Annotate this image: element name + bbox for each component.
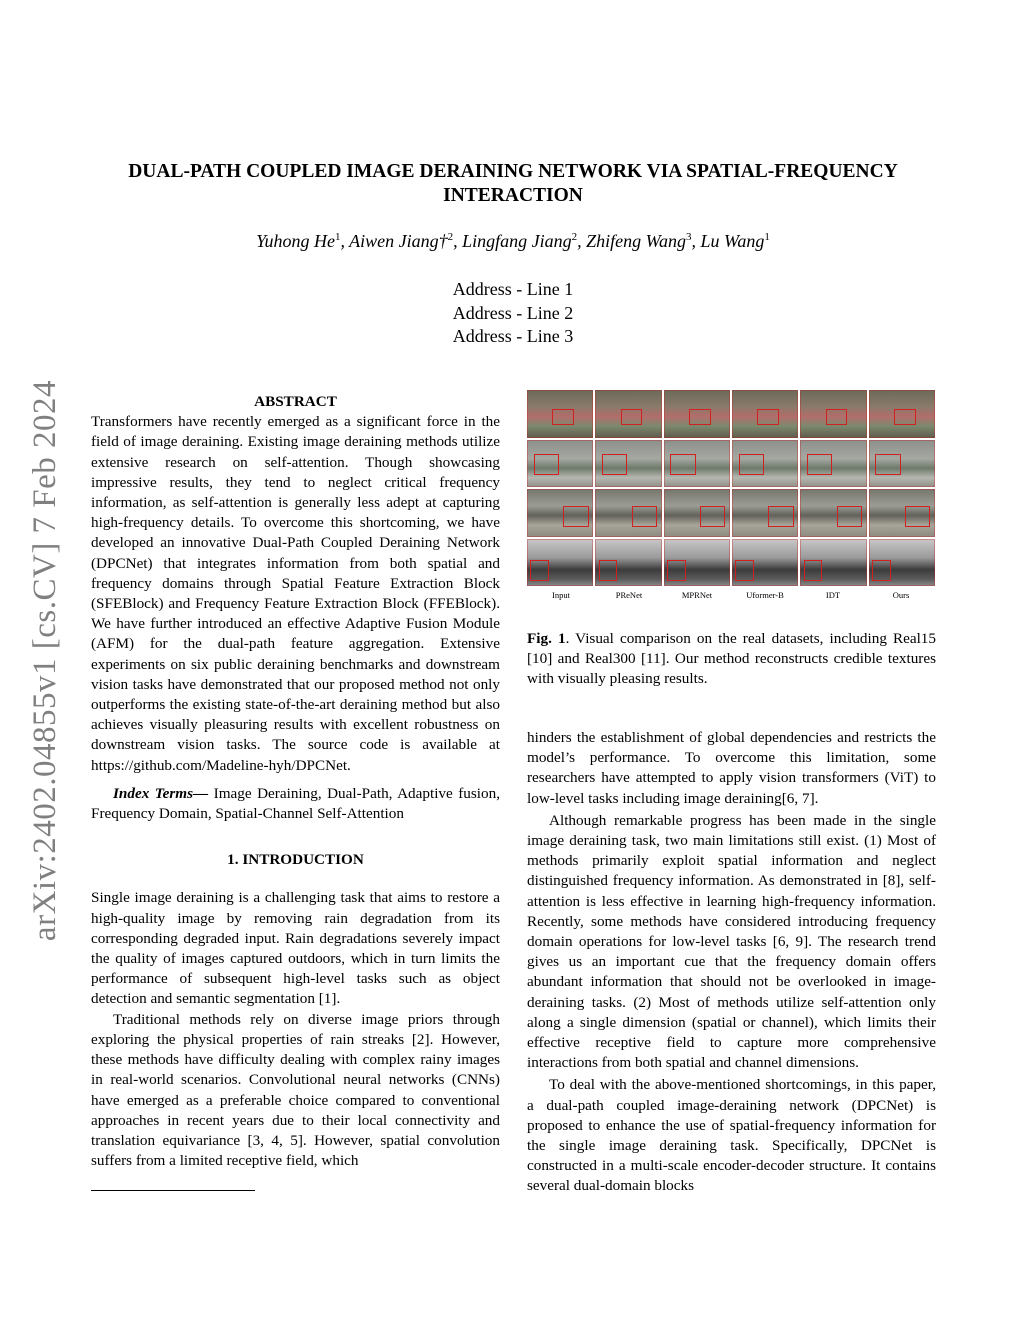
figure-tile — [732, 539, 798, 587]
figure-tile — [664, 489, 730, 537]
figure-label: MPRNet — [681, 590, 713, 600]
author-list — [90, 231, 936, 252]
author: Lingfang Jiang$^2$, — [462, 231, 587, 251]
figure-tile — [869, 539, 935, 587]
figure-tile — [664, 440, 730, 488]
figure-tile — [527, 489, 593, 537]
figure-tile — [595, 440, 661, 488]
figure-tile — [595, 539, 661, 587]
index-terms-text: Image Deraining, Dual-Path, Adaptive fusion, Frequency Domain, Spatial-Channel Self-Attention — [91, 784, 500, 823]
abstract-heading: ABSTRACT — [254, 393, 337, 410]
figure-label: Uformer-B — [746, 590, 784, 600]
figure-tile — [869, 489, 935, 537]
title-line-1: DUAL-PATH COUPLED IMAGE DERAINING NETWORK VIA SPATIAL-FREQUENCY — [128, 161, 898, 182]
figure-tile — [732, 390, 798, 438]
author: Lu Wang$^1$ — [700, 231, 770, 251]
left-column — [91, 392, 500, 1171]
figure-tile — [527, 440, 593, 488]
body-paragraph: To deal with the above-mentioned shortcomings, in this paper, a dual-path coupled image-deraining network (DPCNet) is proposed to enhance the use of spatial-frequency information for the single image deraining task. Specifically, DPCNet is constructed in a multi-scale encoder-decoder structure. It contains several dual-domain blocks — [527, 1076, 936, 1195]
figure-tile — [869, 440, 935, 488]
intro-paragraph: Single image deraining is a challenging task that aims to restore a high-quality image by removing rain degradation from its corresponding degraded input. Rain degradations severely impact the quality of images captured outdoors, which in turn limits the performance of subsequent high-level tasks such as object detection and semantic segmentation [1]. — [91, 889, 500, 1008]
figure-column-labels — [527, 590, 935, 600]
figure-label: IDT — [825, 590, 841, 600]
footnote-rule — [91, 1190, 255, 1191]
figure-tile — [732, 489, 798, 537]
section-heading-introduction: 1. INTRODUCTION — [227, 851, 364, 869]
author: Zhifeng Wang$^3$, — [586, 231, 701, 251]
author: Yuhong He$^1$, — [256, 231, 350, 251]
figure-label: Ours — [892, 590, 910, 600]
figure-image-grid — [527, 390, 935, 586]
figure-1 — [527, 390, 937, 600]
figure-tile — [800, 440, 866, 488]
figure-label: PReNet — [615, 590, 643, 600]
abstract-text: Transformers have recently emerged as a significant force in the field of image deraining. Existing image deraining methods utilize extensive research on self-attention. Though showcasing impressive results, they tend to neglect critical frequency information, as self-attention is generally less adept at capturing high-frequency details. To overcome this shortcoming, we have developed an innovative Dual-Path Coupled Deraining Network (DPCNet) that integrates information from both spatial and frequency domains through Spatial Feature Extraction Block (SFEBlock) and Frequency Feature Extraction Block (FFEBlock). We have further introduced an effective Adaptive Fusion Module (AFM) for the dual-path feature aggregation. Extensive experiments on six public deraining benchmarks and downstream vision tasks have demonstrated that our proposed method not only outperforms the existing state-of-the-art deraining method but also achieves visually pleasuring results with excellent robustness on downstream vision tasks. The source code is available at https://github.com/Madeline-hyh/DPCNet. — [91, 413, 500, 774]
figure-caption-text: . Visual comparison on the real datasets, including Real15 [10] and Real300 [11]. Our method reconstructs credible textures with visually pleasing results. — [527, 630, 936, 688]
figure-caption — [527, 629, 936, 690]
figure-tile — [732, 440, 798, 488]
figure-label: Input — [552, 590, 570, 600]
arxiv-stamp-text: arXiv:2402.04855v1 [cs.CV] 7 Feb 2024 — [27, 379, 64, 941]
figure-tile — [664, 539, 730, 587]
intro-paragraph: Traditional methods rely on diverse image priors through exploring the physical properties of rain streaks [2]. However, these methods have difficulty dealing with complex rainy images in real-world scenarios. Convolutional neural networks (CNNs) have emerged as a preferable choice compared to conventional approaches in recent years due to their local connectivity and translation equivariance [3, 4, 5]. However, spatial convolution suffers from a limited receptive field, which — [91, 1010, 500, 1170]
address-block — [90, 278, 936, 349]
address-line: Address - Line 1 — [452, 279, 574, 299]
index-terms — [91, 784, 500, 824]
figure-tile — [800, 489, 866, 537]
figure-tile — [800, 539, 866, 587]
figure-tile — [869, 390, 935, 438]
body-paragraph: hinders the establishment of global dependencies and restricts the model’s performance. To overcome this limitation, some researchers have attempted to apply vision transformers (ViT) to low-level tasks including image deraining[6, 7]. — [527, 729, 936, 807]
figure-tile — [595, 390, 661, 438]
address-line: Address - Line 2 — [452, 302, 574, 323]
address-line: Address - Line 3 — [452, 326, 574, 346]
figure-tile — [595, 489, 661, 537]
figure-caption-label: Fig. 1 — [527, 630, 566, 647]
index-terms-label: Index Terms— — [113, 784, 209, 802]
body-paragraph: Although remarkable progress has been made in the single image deraining task, two main limitations still exist. (1) Most of methods primarily exploit spatial information and neglect distinguished frequency information. As demonstrated in [8], self-attention is less effective in learning high-frequency information. Recently, some methods have considered introducing frequency domain operations for low-level tasks [6, 9]. The research trend gives us an important cue that the frequency domain offers abundant information that should not be overlooked in image-deraining tasks. (2) Most of methods utilize self-attention only along a single dimension (spatial or channel), which limits their effective receptive field to capture more comprehensive interactions from both spatial and channel dimensions. — [527, 811, 936, 1072]
arxiv-stamp — [20, 360, 72, 960]
figure-tile — [527, 539, 593, 587]
figure-tile — [800, 390, 866, 438]
figure-tile — [527, 390, 593, 438]
figure-tile — [664, 390, 730, 438]
title-line-2: INTERACTION — [443, 185, 583, 206]
paper-title — [90, 160, 936, 208]
right-column — [527, 728, 936, 1197]
author: Aiwen Jiang†$^2$, — [349, 231, 463, 251]
